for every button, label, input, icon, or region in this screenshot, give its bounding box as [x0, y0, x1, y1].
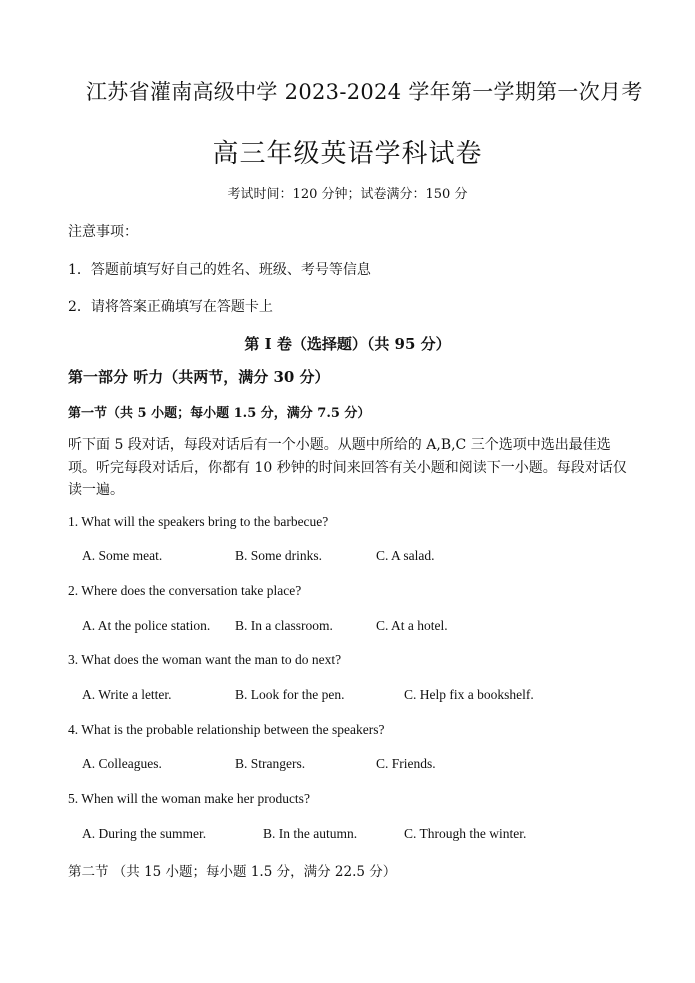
- option-a: A. During the summer.: [82, 826, 207, 841]
- option-c: C. A salad.: [376, 548, 435, 563]
- question-text: 5. When will the woman make her products?: [68, 791, 310, 806]
- option-a: A. Some meat.: [82, 548, 163, 563]
- school-title: 江苏省灌南高级中学 2023-2024 学年第一学期第一次月考: [86, 80, 643, 104]
- question-text: 3. What does the woman want the man to do next?: [68, 652, 342, 667]
- instructions: 听下面 5 段对话，每段对话后有一个小题。从题中所给的 A,B,C 三个选项中选出最佳选项。听完每段对话后，你都有 10 秒钟的时间来回答有关小题和阅读下一小题。每段对话仅读一遍。: [68, 437, 627, 498]
- option-b: B. Look for the pen.: [235, 687, 345, 702]
- option-c: C. Help fix a bookshelf.: [404, 687, 534, 702]
- question-text: 4. What is the probable relationship between the speakers?: [68, 722, 385, 737]
- notes-heading: 注意事项：: [68, 224, 138, 240]
- option-a: A. Write a letter.: [82, 687, 172, 702]
- note-item: 2．请将答案正确填写在答题卡上: [68, 299, 273, 315]
- option-b: B. Some drinks.: [235, 548, 323, 563]
- part-title: 第一部分 听力（共两节，满分 30 分）: [68, 368, 330, 386]
- section1-title: 第一节（共 5 小题；每小题 1.5 分，满分 7.5 分）: [68, 406, 371, 421]
- option-c: C. Through the winter.: [404, 826, 527, 841]
- option-b: B. In the autumn.: [263, 826, 358, 841]
- question-text: 2. Where does the conversation take place?: [68, 583, 302, 598]
- option-a: A. Colleagues.: [82, 756, 162, 771]
- option-c: C. At a hotel.: [376, 618, 448, 633]
- question-text: 1. What will the speakers bring to the barbecue?: [68, 514, 329, 529]
- option-a: A. At the police station.: [82, 618, 211, 633]
- volume-title: 第 I 卷（选择题）（共 95 分）: [244, 335, 451, 353]
- note-item: 1．答题前填写好自己的姓名、班级、考号等信息: [68, 262, 371, 278]
- section2-title: 第二节 （共 15 小题；每小题 1.5 分，满分 22.5 分）: [68, 864, 397, 880]
- exam-title: 高三年级英语学科试卷: [212, 139, 483, 169]
- option-b: B. In a classroom.: [235, 618, 333, 633]
- option-b: B. Strangers.: [235, 756, 306, 771]
- option-c: C. Friends.: [376, 756, 436, 771]
- exam-info: 考试时间：120 分钟；试卷满分：150 分: [227, 187, 468, 202]
